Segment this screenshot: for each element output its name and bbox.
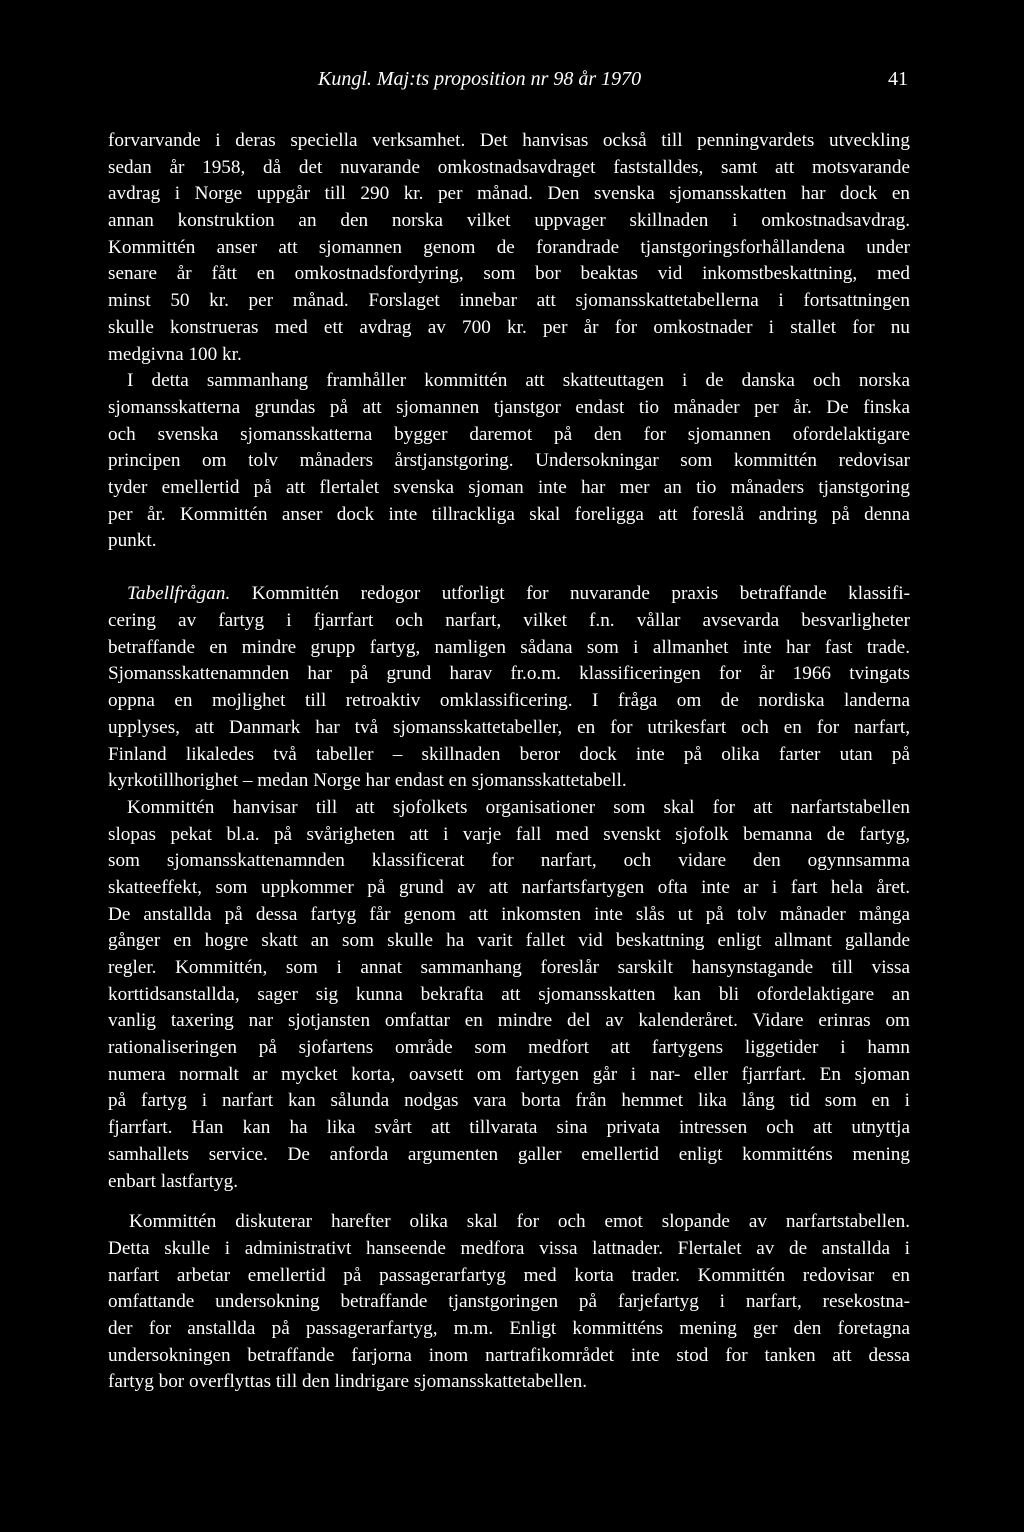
text-line: per år. Kommittén anser dock inte tillrackliga skal foreligga att foreslå andring på denna (108, 503, 910, 525)
text-line: upplyses, att Danmark har två sjomansskattetabeller, en for utrikesfart och en for narfart, (108, 716, 910, 738)
text-line: undersokningen betraffande farjorna inom nartrafikområdet inte stod for tanken att dessa (108, 1344, 910, 1366)
page-header (108, 68, 908, 100)
text-line: skatteeffekt, som uppkommer på grund av att narfartsfartygen ofta inte ar i fart hela året. (108, 876, 910, 898)
text-line: medgivna 100 kr. (108, 343, 242, 365)
body-text (108, 128, 910, 1396)
text-line: som sjomansskattenamnden klassificerat for narfart, och vidare den ogynnsamma (108, 850, 910, 872)
text-line: slopas pekat bl.a. på svårigheten att i varje fall med svenskt sjofolk bemanna de fartyg, (108, 823, 910, 845)
text-line: Finland likaledes två tabeller – skillnaden beror dock inte på olika farter utan på (108, 743, 910, 765)
text-line: numera normalt ar mycket korta, oavsett om fartygen går i nar- eller fjarrfart. En sjoman (108, 1063, 910, 1085)
paragraph-gap (108, 1195, 910, 1209)
text-line: cering av fartyg i fjarrfart och narfart, vilket f.n. vållar avsevarda besvarligheter (108, 610, 910, 632)
text-line: annan konstruktion an den norska vilket uppvager skillnaden i omkostnadsavdrag. (108, 210, 910, 232)
text-line: sjomansskatterna grundas på att sjomannen tjanstgor endast tio månader per år. De finska (108, 396, 910, 418)
text-line: enbart lastfartyg. (108, 1170, 238, 1192)
text-line: betraffande en mindre grupp fartyg, namligen sådana som i allmanhet inte har fast trade. (108, 636, 910, 658)
text-line: De anstallda på dessa fartyg får genom att inkomsten inte slås ut på tolv månader många (108, 903, 910, 925)
text-line: punkt. (108, 530, 157, 552)
text-line: Kommittén hanvisar till att sjofolkets organisationer som skal for att narfartstabellen (127, 796, 910, 818)
text-line: principen om tolv månaders årstjanstgoring. Undersokningar som kommittén redovisar (108, 450, 910, 472)
text-line: avdrag i Norge uppgår till 290 kr. per månad. Den svenska sjomansskatten har dock en (108, 183, 910, 205)
text-line: I detta sammanhang framhåller kommittén att skatteuttagen i de danska och norska (127, 370, 910, 392)
text-line: gånger en hogre skatt an som skulle ha varit fallet vid beskattning enligt allmant gallande (108, 930, 910, 952)
text-line: tyder emellertid på att flertalet svenska sjoman inte har mer an tio månaders tjanstgoring (108, 476, 910, 498)
text-line: regler. Kommittén, som i annat sammanhang foreslår sarskilt hansynstagande till vissa (108, 957, 910, 979)
text-line: minst 50 kr. per månad. Forslaget innebar att sjomansskattetabellerna i fortsattningen (108, 290, 910, 312)
text-line: fartyg bor overflyttas till den lindrigare sjomansskattetabellen. (108, 1371, 588, 1393)
text-line: Kommittén anser att sjomannen genom de forandrade tjanstgoringsforhållandena under (108, 236, 910, 258)
text-line: Sjomansskattenamnden har på grund harav fr.o.m. klassificeringen for år 1966 tvingats (108, 663, 910, 685)
paragraph-gap (108, 555, 910, 581)
text-line: narfart arbetar emellertid på passagerarfartyg med korta trader. Kommittén redovisar en (108, 1264, 910, 1286)
text-line: omfattande undersokning betraffande tjanstgoringen på farjefartyg i narfart, resekostna- (108, 1291, 910, 1313)
text-line (108, 581, 910, 608)
text-line: oppna en mojlighet till retroaktiv omklassificering. I fråga om de nordiska landerna (108, 690, 910, 712)
text-line: och svenska sjomansskatterna bygger daremot på den for sjomannen ofordelaktigare (108, 423, 910, 445)
running-title: Kungl. Maj:ts proposition nr 98 år 1970 (318, 68, 642, 90)
page-number: 41 (888, 68, 908, 90)
text-line: korttidsanstallda, sager sig kunna bekrafta att sjomansskatten kan bli ofordelaktigare an (108, 983, 910, 1005)
text-line: sedan år 1958, då det nuvarande omkostnadsavdraget faststalldes, samt att motsvarande (108, 156, 910, 178)
text-line: Kommittén diskuterar harefter olika skal for och emot slopande av narfartstabellen. (129, 1211, 910, 1233)
text-line: senare år fått en omkostnadsfordyring, som bor beaktas vid inkomstbeskattning, med (108, 263, 910, 285)
text-line: Detta skulle i administrativt hanseende medfora vissa lattnader. Flertalet av de anstallda i (108, 1237, 910, 1259)
text-line-rest: Kommittén redogor utforligt for nuvarande praxis betraffande klassifi- (251, 583, 911, 605)
text-line: samhallets service. De anforda argumenten galler emellertid enligt kommitténs mening (108, 1143, 910, 1165)
text-line: rationaliseringen på sjofartens område som medfort att fartygens liggetider i hamn (108, 1037, 910, 1059)
text-line: fjarrfart. Han kan ha lika svårt att tillvarata sina privata intressen och att utnyttja (108, 1117, 910, 1139)
text-line: kyrkotillhorighet – medan Norge har endast en sjomansskattetabell. (108, 770, 627, 792)
text-line: på fartyg i narfart kan sålunda nodgas vara borta från hemmet lika lång tid som en i (108, 1090, 910, 1112)
text-line: forvarvande i deras speciella verksamhet. Det hanvisas också till penningvardets utveckling (108, 130, 910, 151)
text-line: der for anstallda på passagerarfartyg, m.m. Enligt kommitténs mening ger den foretagna (108, 1317, 910, 1339)
text-line: vanlig taxering nar sjotjansten omfattar en mindre del av kalenderåret. Vidare erinras om (108, 1010, 910, 1032)
section-heading: Tabellfrågan. (127, 583, 231, 605)
text-line: skulle konstrueras med ett avdrag av 700 kr. per år for omkostnader i stallet for nu (108, 316, 910, 338)
